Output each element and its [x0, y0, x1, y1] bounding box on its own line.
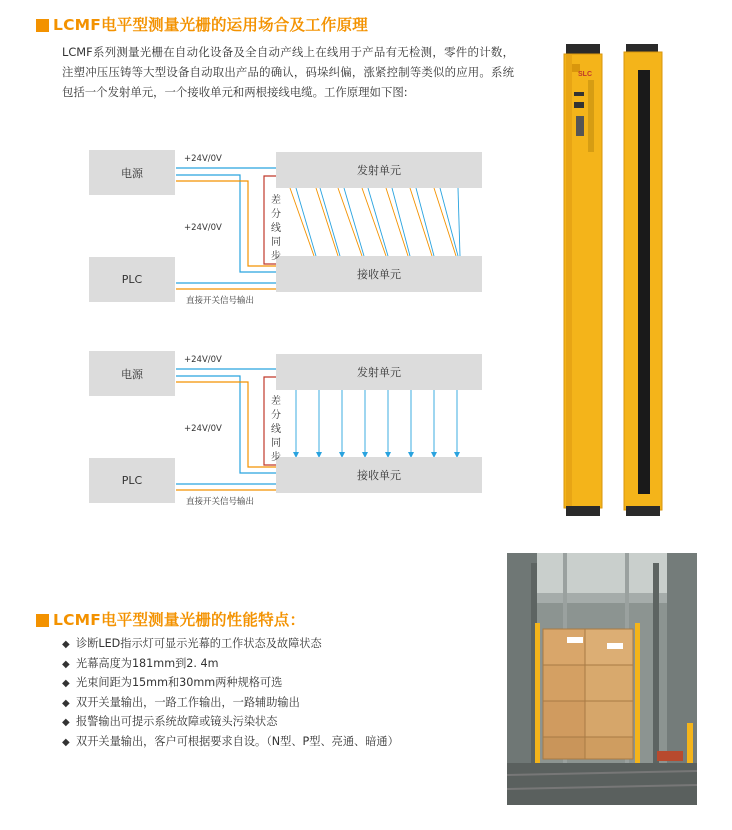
diagram1-emitter-label: 发射单元 [357, 164, 401, 177]
feature-item [62, 714, 399, 734]
diagram1-receiver-label: 接收单元 [357, 268, 401, 281]
diagram2-power-box [89, 351, 175, 396]
feature-text: 光束间距为15mm和30mm两种规格可选 [76, 676, 283, 689]
feature-item [62, 656, 399, 676]
diagram2-receiver-box [276, 457, 482, 493]
section2-heading [36, 608, 305, 630]
diagram2-plc-box [89, 458, 175, 503]
section2-title: LCMF电平型测量光栅的性能特点： [53, 611, 306, 629]
diamond-bullet-icon: ◆ [62, 697, 70, 709]
sync-char: 分 [271, 209, 281, 220]
diamond-bullet-icon: ◆ [62, 658, 70, 670]
sync-char: 同 [271, 438, 281, 449]
feature-item [62, 675, 399, 695]
sync-char: 差 [271, 396, 281, 407]
feature-item [62, 734, 399, 754]
diagram2-emitter-box [276, 354, 482, 390]
section1-title: LCMF电平型测量光栅的运用场合及工作原理 [53, 16, 368, 34]
diamond-bullet-icon: ◆ [62, 639, 70, 650]
diagram2-output-label: 直接开关信号输出 [186, 497, 255, 507]
diagram2-power-label: 电源 [121, 367, 143, 381]
diagram-straight [0, 0, 520, 520]
sync-char: 分 [271, 410, 281, 421]
diamond-bullet-icon: ◆ [62, 736, 70, 748]
product-image [560, 40, 680, 520]
diagram2-voltage-mid: +24V/0V [184, 424, 222, 434]
feature-item [62, 636, 399, 656]
diamond-bullet-icon: ◆ [62, 717, 70, 728]
warehouse-scene [507, 553, 697, 805]
feature-list [62, 636, 399, 753]
diagram2-wiring [0, 0, 520, 520]
application-photo [507, 553, 697, 805]
brand-logo: SLC [578, 71, 592, 78]
sync-char: 线 [271, 424, 281, 435]
diagram2-emitter-label: 发射单元 [357, 366, 401, 379]
diagram2-voltage-top: +24V/0V [184, 355, 222, 365]
sync-char: 线 [271, 223, 281, 234]
feature-text: 双开关量输出，客户可根据要求自设。（N型、P型、亮通、暗通） [76, 734, 399, 748]
sync-char: 差 [271, 195, 281, 206]
diagram2-beams [293, 390, 460, 458]
diagram1-plc-label: PLC [121, 273, 143, 286]
diagram2-plc-label: PLC [121, 474, 143, 487]
diagram2-receiver-label: 接收单元 [357, 469, 401, 482]
feature-text: 光幕高度为181mm到2. 4m [76, 656, 219, 670]
diagram1-voltage-top: +24V/0V [184, 154, 222, 164]
diagram1-output-label: 直接开关信号输出 [186, 296, 255, 306]
heading-square-icon [36, 614, 49, 627]
sync-char: 步 [271, 452, 281, 463]
diamond-bullet-icon: ◆ [62, 678, 70, 689]
sync-char: 步 [271, 251, 281, 262]
diagram1-voltage-mid: +24V/0V [184, 223, 222, 233]
diagram2-sync-label [270, 395, 282, 465]
feature-item [62, 695, 399, 715]
feature-text: 诊断LED指示灯可显示光幕的工作状态及故障状态 [76, 637, 322, 650]
feature-text: 报警输出可提示系统故障或镜头污染状态 [76, 715, 278, 728]
light-curtain-bars [560, 40, 680, 520]
diagram1-power-label: 电源 [121, 166, 143, 180]
feature-text: 双开关量输出，一路工作输出，一路辅助输出 [76, 695, 300, 709]
intro-paragraph: LCMF系列测量光栅在自动化设备及全自动产线上在线用于产品有无检测，零件的计数，注塑冲压压铸等大型设备自动取出产品的确认，码垛纠偏，涨紧控制等类似的应用。系统包括一个发射单元，一个接收单元和两根接线电缆。工作原理如下图: [62, 45, 514, 99]
sync-char: 同 [271, 237, 281, 248]
